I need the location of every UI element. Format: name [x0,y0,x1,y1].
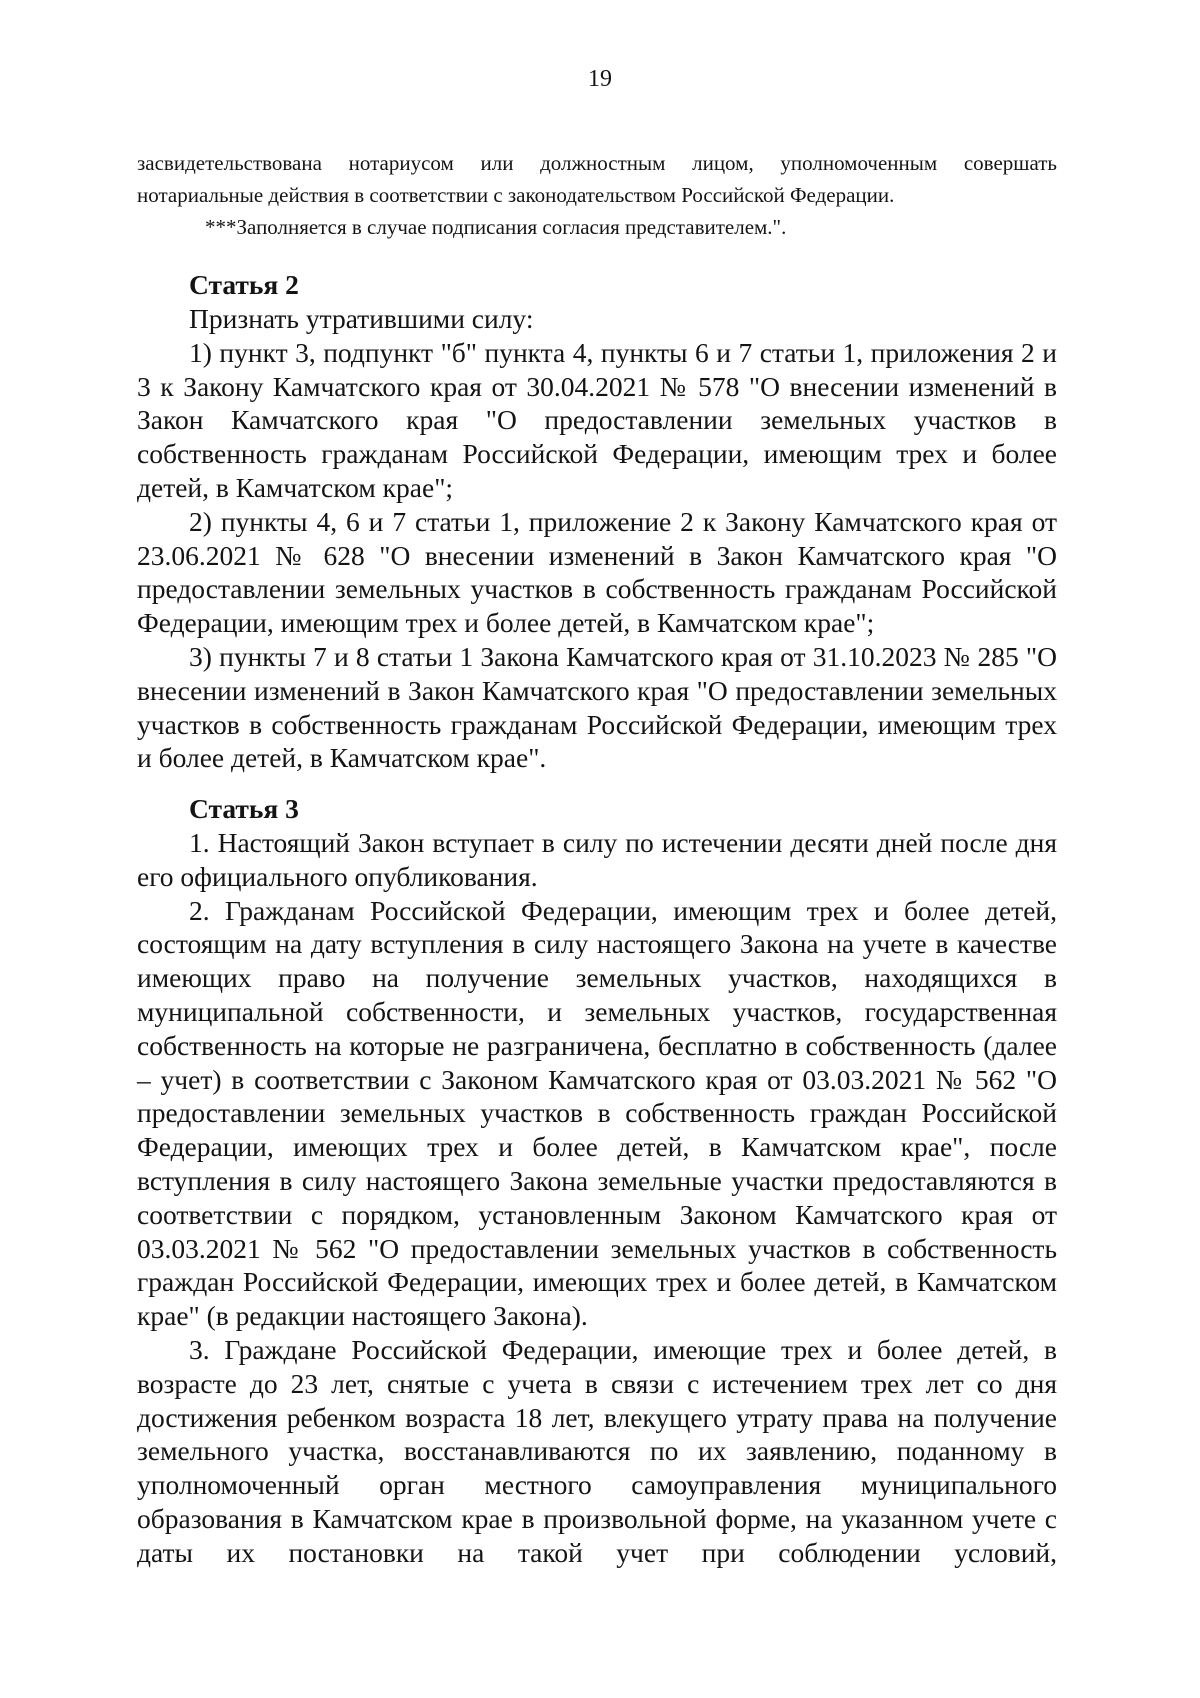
article-2-paragraph: 3) пункты 7 и 8 статьи 1 Закона Камчатского края от 31.10.2023 № 285 "О внесении изменений в Закон Камчатского края "О предоставлении земельных участков в собственность гражданам Российской Федерации, имеющим трех и более детей, в Камчатском крае". [137,640,1057,774]
article-3-body [137,826,1057,1570]
intro-text: засвидетельствована нотариусом или должностным лицом, уполномоченным совершать нотариальные действия в соответствии с законодательством Российской Федерации. [137,151,1057,207]
article-2-body [137,302,1057,775]
article-2-title: Статья 2 [189,269,299,300]
article-3-paragraph: 3. Граждане Российской Федерации, имеющие трех и более детей, в возрасте до 23 лет, снятые с учета в связи с истечением трех лет со дня достижения ребенком возраста 18 лет, влекущего утрату права на получение земельного участка, восстанавливаются по их заявлению, поданному в уполномоченный орган местного самоуправления муниципального образования в Камчатском крае в произвольной форме, на указанном учете с даты их постановки на такой учет при соблюдении условий, [137,1333,1057,1568]
article-3-paragraph: 2. Гражданам Российской Федерации, имеющим трех и более детей, состоящим на дату вступления в силу настоящего Закона на учете в качестве имеющих право на получение земельных участков, находящихся в муниципальной собственности, и земельных участков, государственная собственность на которые не разграничена, бесплатно в собственность (далее – учет) в соответствии с Законом Камчатского края от 03.03.2021 № 562 "О предоставлении земельных участков в собственность граждан Российской Федерации, имеющих трех и более детей, в Камчатском крае", после вступления в силу настоящего Закона земельные участки предоставляются в соответствии с порядком, установленным Законом Камчатского края от 03.03.2021 № 562 "О предоставлении земельных участков в собственность граждан Российской Федерации, имеющих трех и более детей, в Камчатском крае" (в редакции настоящего Закона). [137,894,1057,1332]
article-3-title: Статья 3 [189,793,299,824]
article-3-paragraph: 1. Настоящий Закон вступает в силу по истечении десяти дней после дня его официального опубликования. [137,827,1057,892]
intro-note: ***Заполняется в случае подписания согласия представителем.". [205,215,787,239]
page-number: 19 [588,66,612,92]
article-2-paragraph: 1) пункт 3, подпункт "б" пункта 4, пункты 6 и 7 статьи 1, приложения 2 и 3 к Закону Камчатского края от 30.04.2021 № 578 "О внесении изменений в Закон Камчатского края "О предоставлении земельных участков в собственность гражданам Российской Федерации, имеющим трех и более детей, в Камчатском крае"; [137,336,1057,503]
article-2-paragraph: 2) пункты 4, 6 и 7 статьи 1, приложение 2 к Закону Камчатского края от 23.06.2021 № 628 "О внесении изменений в Закон Камчатского края "О предоставлении земельных участков в собственность гражданам Российской Федерации, имеющим трех и более детей, в Камчатском крае"; [137,505,1057,639]
article-2-paragraph: Признать утратившими силу: [189,303,534,334]
